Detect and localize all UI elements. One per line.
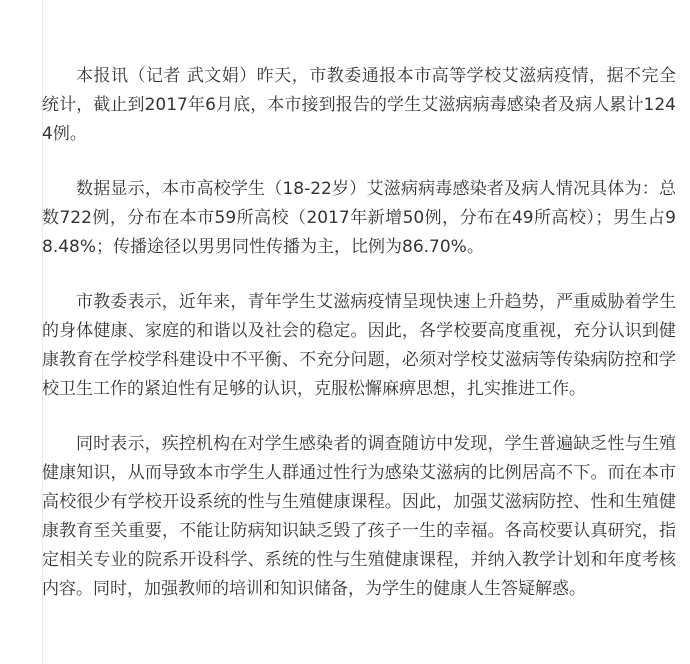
paragraph-health-education: 同时表示，疾控机构在对学生感染者的调查随访中发现，学生普遍缺乏性与生殖健康知识，从而导致本市学生人群通过性行为感染艾滋病的比例居高不下。而在本市高校很少有学校开设系统的性与生殖健康课程。因此，加强艾滋病防控、性和生殖健康教育至关重要，不能让防病知识缺乏毁了孩子一生的幸福。各高校要认真研究，指定相关专业的院系开设科学、系统的性与生殖健康课程，并纳入教学计划和年度考核内容。同时，加强教师的培训和知识储备，为学生的健康人生答疑解惑。 <box>42 434 676 599</box>
paragraph-education-commission: 市教委表示，近年来，青年学生艾滋病疫情呈现快速上升趋势，严重威胁着学生的身体健康、家庭的和谐以及社会的稳定。因此，各学校要高度重视，充分认识到健康教育在学校学科建设中不平衡、不充分问题，必须对学校艾滋病等传染病防控和学校卫生工作的紧迫性有足够的认识，克服松懈麻痹思想，扎实推进工作。 <box>42 292 676 399</box>
article-body <box>42 62 676 630</box>
paragraph-report-intro: 本报讯（记者 武文娟）昨天，市教委通报本市高等学校艾滋病疫情，据不完全统计，截止到2017年6月底，本市接到报告的学生艾滋病病毒感染者及病人累计1244例。 <box>42 66 676 144</box>
paragraph-data-statistics: 数据显示，本市高校学生（18-22岁）艾滋病病毒感染者及病人情况具体为：总数722例，分布在本市59所高校（2017年新增50例，分布在49所高校）；男生占98.48%；传播途径以男男同性传播为主，比例为86.70%。 <box>42 179 676 257</box>
